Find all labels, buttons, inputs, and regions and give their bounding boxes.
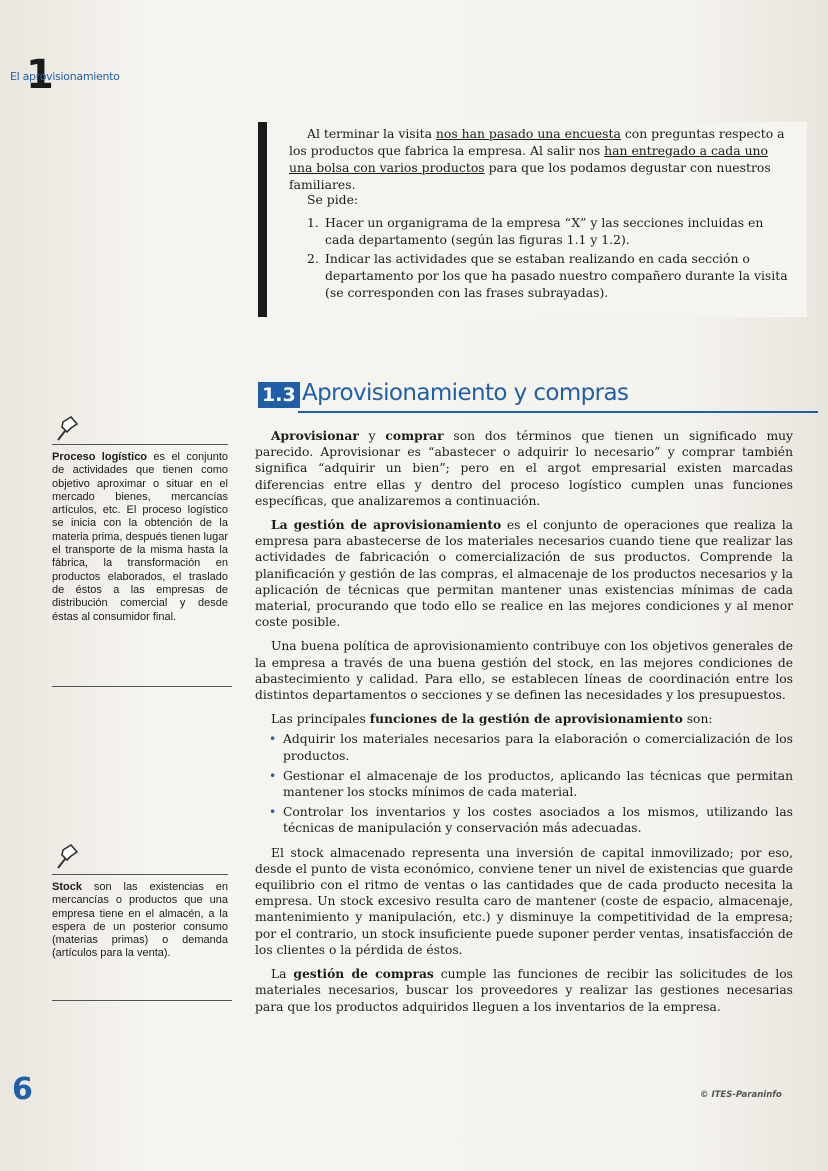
task-number: 2. (307, 251, 319, 266)
list-item-text: Adquirir los materiales necesarios para la elaboración o comercialización de los productos. (283, 732, 793, 763)
task-title: Se pide: (307, 192, 359, 207)
pushpin-icon (54, 414, 80, 444)
functions-list (255, 731, 793, 836)
text-span: es el conjunto de operaciones que realiza la empresa para abastecerse de los materiales necesarios cuando tiene que realizar las actividades de fabricación o comercialización de sus productos. Comprende la planificación y gestión de las compras, el almacenaje de los productos necesarios y la aplicación de técnicas que permitan mantener unas existencias mínimas de cada material, procurando que todo ello se realice en las mejores condiciones y al menor coste posible. (255, 518, 793, 630)
definition: es el conjunto de actividades que tienen como objetivo aproximar o situar en el mercado bienes, mercancías artículos, etc. El proceso logístico se inicia con la obtención de la materia prima, después tienen lugar el transporte de la misma hasta la fábrica, la transformación en productos elaborados, el traslado de éstos a las empresas de distribución comercial y desde éstas al consumidor final. (52, 451, 228, 623)
task-item (307, 214, 792, 248)
bullet-icon: • (269, 768, 277, 783)
paragraph (255, 428, 793, 509)
bold-term: comprar (385, 428, 444, 443)
bullet-icon: • (269, 732, 277, 747)
task-item (307, 250, 792, 301)
text-span: La (271, 967, 294, 982)
list-item-text: Controlar los inventarios y los costes asociados a los mismos, utilizando las técnicas de manipulación y conservación más adecuadas. (283, 805, 793, 836)
chapter-number: 1 (26, 52, 54, 98)
intro-underlined-2: han entregado a cada uno una bolsa con varios productos (289, 143, 768, 175)
body-text (255, 428, 793, 1023)
text-span: cumple las funciones de recibir las solicitudes de los materiales necesarios, buscar los proveedores y realizar las gestiones necesarias para que los productos adquiridos lleguen a los inventarios de la empresa. (255, 967, 793, 1014)
intro-text-b: con preguntas respecto a los productos que fabrica la empresa. Al salir nos (289, 126, 785, 158)
paragraph (255, 711, 793, 727)
bold-term: Aprovisionar (271, 428, 359, 443)
list-item (255, 804, 793, 836)
bullet-icon: • (269, 805, 277, 820)
activity-box (258, 122, 807, 317)
task-text: Hacer un organigrama de la empresa “X” y las secciones incluidas en cada departamento (según las figuras 1.1 y 1.2). (325, 215, 764, 247)
sidebar-note-stock (52, 842, 232, 1001)
list-item (255, 731, 793, 763)
chapter-title: El aprovisionamiento (10, 70, 120, 83)
publisher-credit: © ITES-Paraninfo (700, 1090, 782, 1100)
paragraph (255, 517, 793, 630)
text-span: y (358, 429, 386, 443)
list-item-text: Gestionar el almacenaje de los productos, aplicando las técnicas que permitan mantener los stocks mínimos de cada material. (283, 768, 793, 800)
activity-intro (289, 125, 794, 193)
bold-term: funciones de la gestión de aprovisionamiento (369, 711, 683, 727)
bold-term: La gestión de aprovisionamiento (271, 517, 502, 533)
heading-rule (298, 411, 818, 413)
text-span: Las principales (271, 712, 370, 727)
section-heading (258, 380, 818, 412)
pushpin-icon (54, 842, 80, 872)
task-text: Indicar las actividades que se estaban realizando en cada sección o departamento por los que ha pasado nuestro compañero durante la visita (se corresponden con las frases subrayadas). (325, 251, 788, 300)
paragraph: Una buena política de aprovisionamiento contribuye con los objetivos generales de la empresa a través de una buena gestión del stock, en las mejores condiciones de abastecimiento y calidad. Para ello, se establecen líneas de coordinación entre los distintos departamentos o secciones y se definen las necesidades y los presupuestos. (255, 639, 793, 703)
definition: son las existencias en mercancías o productos que una empresa tiene en el almacén, a la espera de un posterior consumo (materias primas) o demanda (artículos para la venta). (52, 881, 228, 960)
task-number: 1. (307, 215, 319, 230)
bold-term: gestión de compras (293, 966, 434, 982)
paragraph: El stock almacenado representa una inversión de capital inmovilizado; por eso, desde el punto de vista económico, conviene tener un nivel de existencias que guarde equilibrio con el ritmo de ventas o las cantidades que de cada producto necesita la empresa. Un stock excesivo resulta caro de mantener (coste de espacio, almacenaje, mantenimiento y manipulación, etc.) y disminuye la competitividad de la empresa; por el contrario, un stock insuficiente puede suponer perder ventas, insatisfacción de los clientes o la pérdida de éstos. (255, 845, 793, 957)
intro-text-c: para que los podamos degustar con nuestros familiares. (289, 160, 771, 192)
paragraph (255, 966, 793, 1015)
intro-underlined-1: nos han pasado una encuesta (435, 126, 621, 141)
sidebar-note-text (52, 444, 228, 624)
section-number: 1.3 (258, 382, 300, 408)
page-number: 6 (12, 1072, 33, 1107)
sidebar-note-text (52, 874, 228, 961)
list-item (255, 768, 793, 800)
term: Stock (52, 881, 82, 893)
text-span: son dos términos que tienen un significado muy parecido. Aprovisionar es “abastecer o adquirir lo necesario” y comprar también significa “adquirir un bien”; pero en el argot empresarial existen marcadas diferencias entre ellas y dentro del proceso logístico cumplen unas funciones específicas, que analizaremos a continuación. (255, 429, 793, 508)
term: Proceso logístico (52, 451, 148, 463)
section-title: Aprovisionamiento y compras (302, 380, 629, 406)
task-list (307, 214, 792, 303)
sidebar-note-logistics (52, 414, 232, 687)
text-span: son: (682, 712, 713, 727)
intro-text-a: Al terminar la visita (307, 126, 436, 141)
